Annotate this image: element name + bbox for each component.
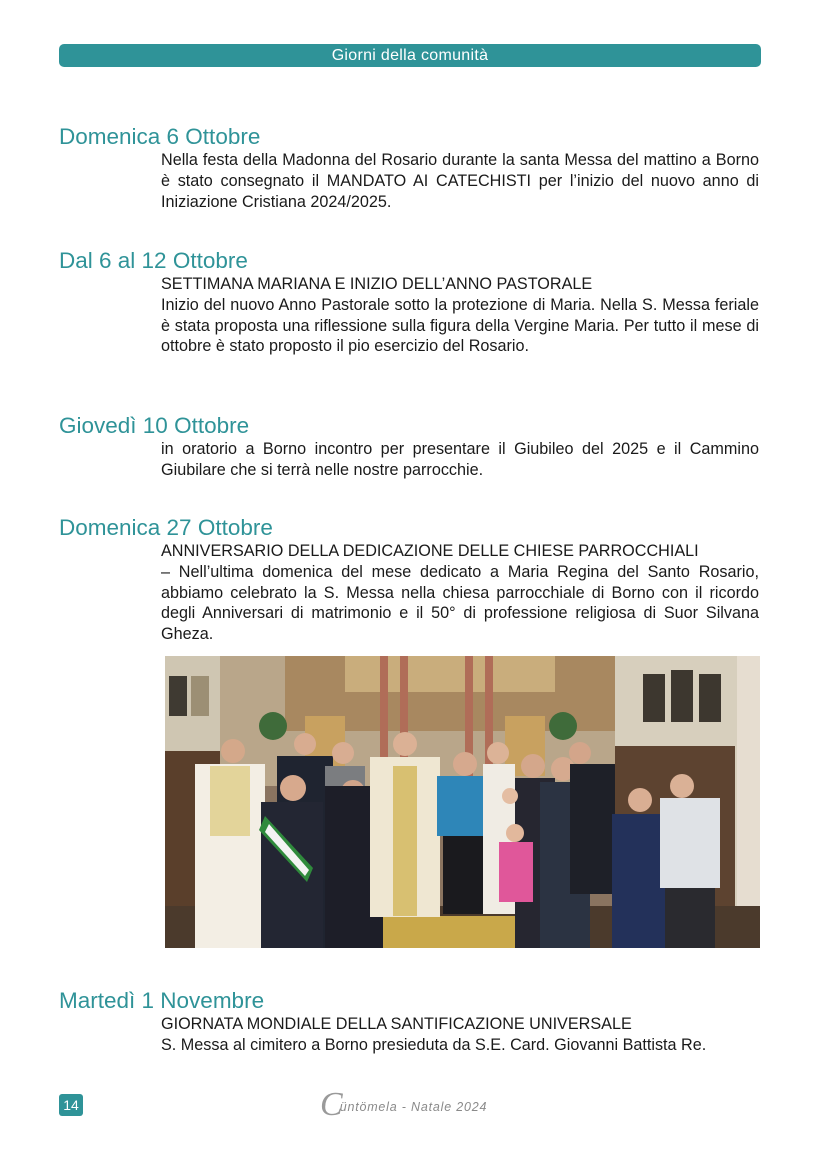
entry-text-5: S. Messa al cimitero a Borno presieduta da S.E. Card. Giovanni Battista Re. xyxy=(161,1035,707,1054)
section-title: Giorni della comunità xyxy=(331,47,489,64)
entry-body-2 xyxy=(161,274,759,357)
group-photo xyxy=(165,656,760,948)
entry-date-2: Dal 6 al 12 Ottobre xyxy=(59,248,248,273)
entry-date-1: Domenica 6 Ottobre xyxy=(59,124,261,149)
entry-heading-4: ANNIVERSARIO DELLA DEDICAZIONE DELLE CHIESE PARROCCHIALI xyxy=(161,542,699,560)
entry-date-5: Martedì 1 Novembre xyxy=(59,988,265,1013)
entry-body-5 xyxy=(161,1014,759,1056)
entry-heading-2: SETTIMANA MARIANA E INIZIO DELL’ANNO PASTORALE xyxy=(161,275,593,293)
entry-text-4: – Nell’ultima domenica del mese dedicato a Maria Regina del Santo Rosario, abbiamo celebrato la S. Messa nella chiesa parrocchiale di Borno con il ricordo degli Anniversari di matrimonio e il 50° di professione religiosa di Suor Silvana Gheza. xyxy=(161,562,759,644)
entry-date-3: Giovedì 10 Ottobre xyxy=(59,413,250,438)
entry-text-2: Inizio del nuovo Anno Pastorale sotto la protezione di Maria. Nella S. Messa feriale è stata proposta una riflessione sulla figura della Vergine Maria. Per tutto il mese di ottobre è stato proposto il pio esercizio del Rosario. xyxy=(161,295,759,356)
church-group-photo xyxy=(165,656,760,948)
entry-body-3 xyxy=(161,439,759,481)
entry-date-4: Domenica 27 Ottobre xyxy=(59,515,273,540)
brand-text: üntömela - Natale 2024 xyxy=(339,1100,488,1114)
brand-initial: C xyxy=(320,1086,343,1123)
entry-text-3: in oratorio a Borno incontro per presentare il Giubileo del 2025 e il Cammino Giubilare che si terrà nelle nostre parrocchie. xyxy=(161,440,759,479)
entry-text-1: Nella festa della Madonna del Rosario durante la santa Messa del mattino a Borno è stato consegnato il MANDATO AI CATECHISTI per l’inizio del nuovo anno di Iniziazione Cristiana 2024/2025. xyxy=(161,151,759,211)
entry-body-4 xyxy=(161,541,759,645)
footer-brand xyxy=(320,1088,487,1122)
page-number: 14 xyxy=(59,1094,83,1116)
entry-body-1 xyxy=(161,150,759,212)
section-header xyxy=(59,44,761,67)
entry-heading-5: GIORNATA MONDIALE DELLA SANTIFICAZIONE UNIVERSALE xyxy=(161,1015,632,1033)
